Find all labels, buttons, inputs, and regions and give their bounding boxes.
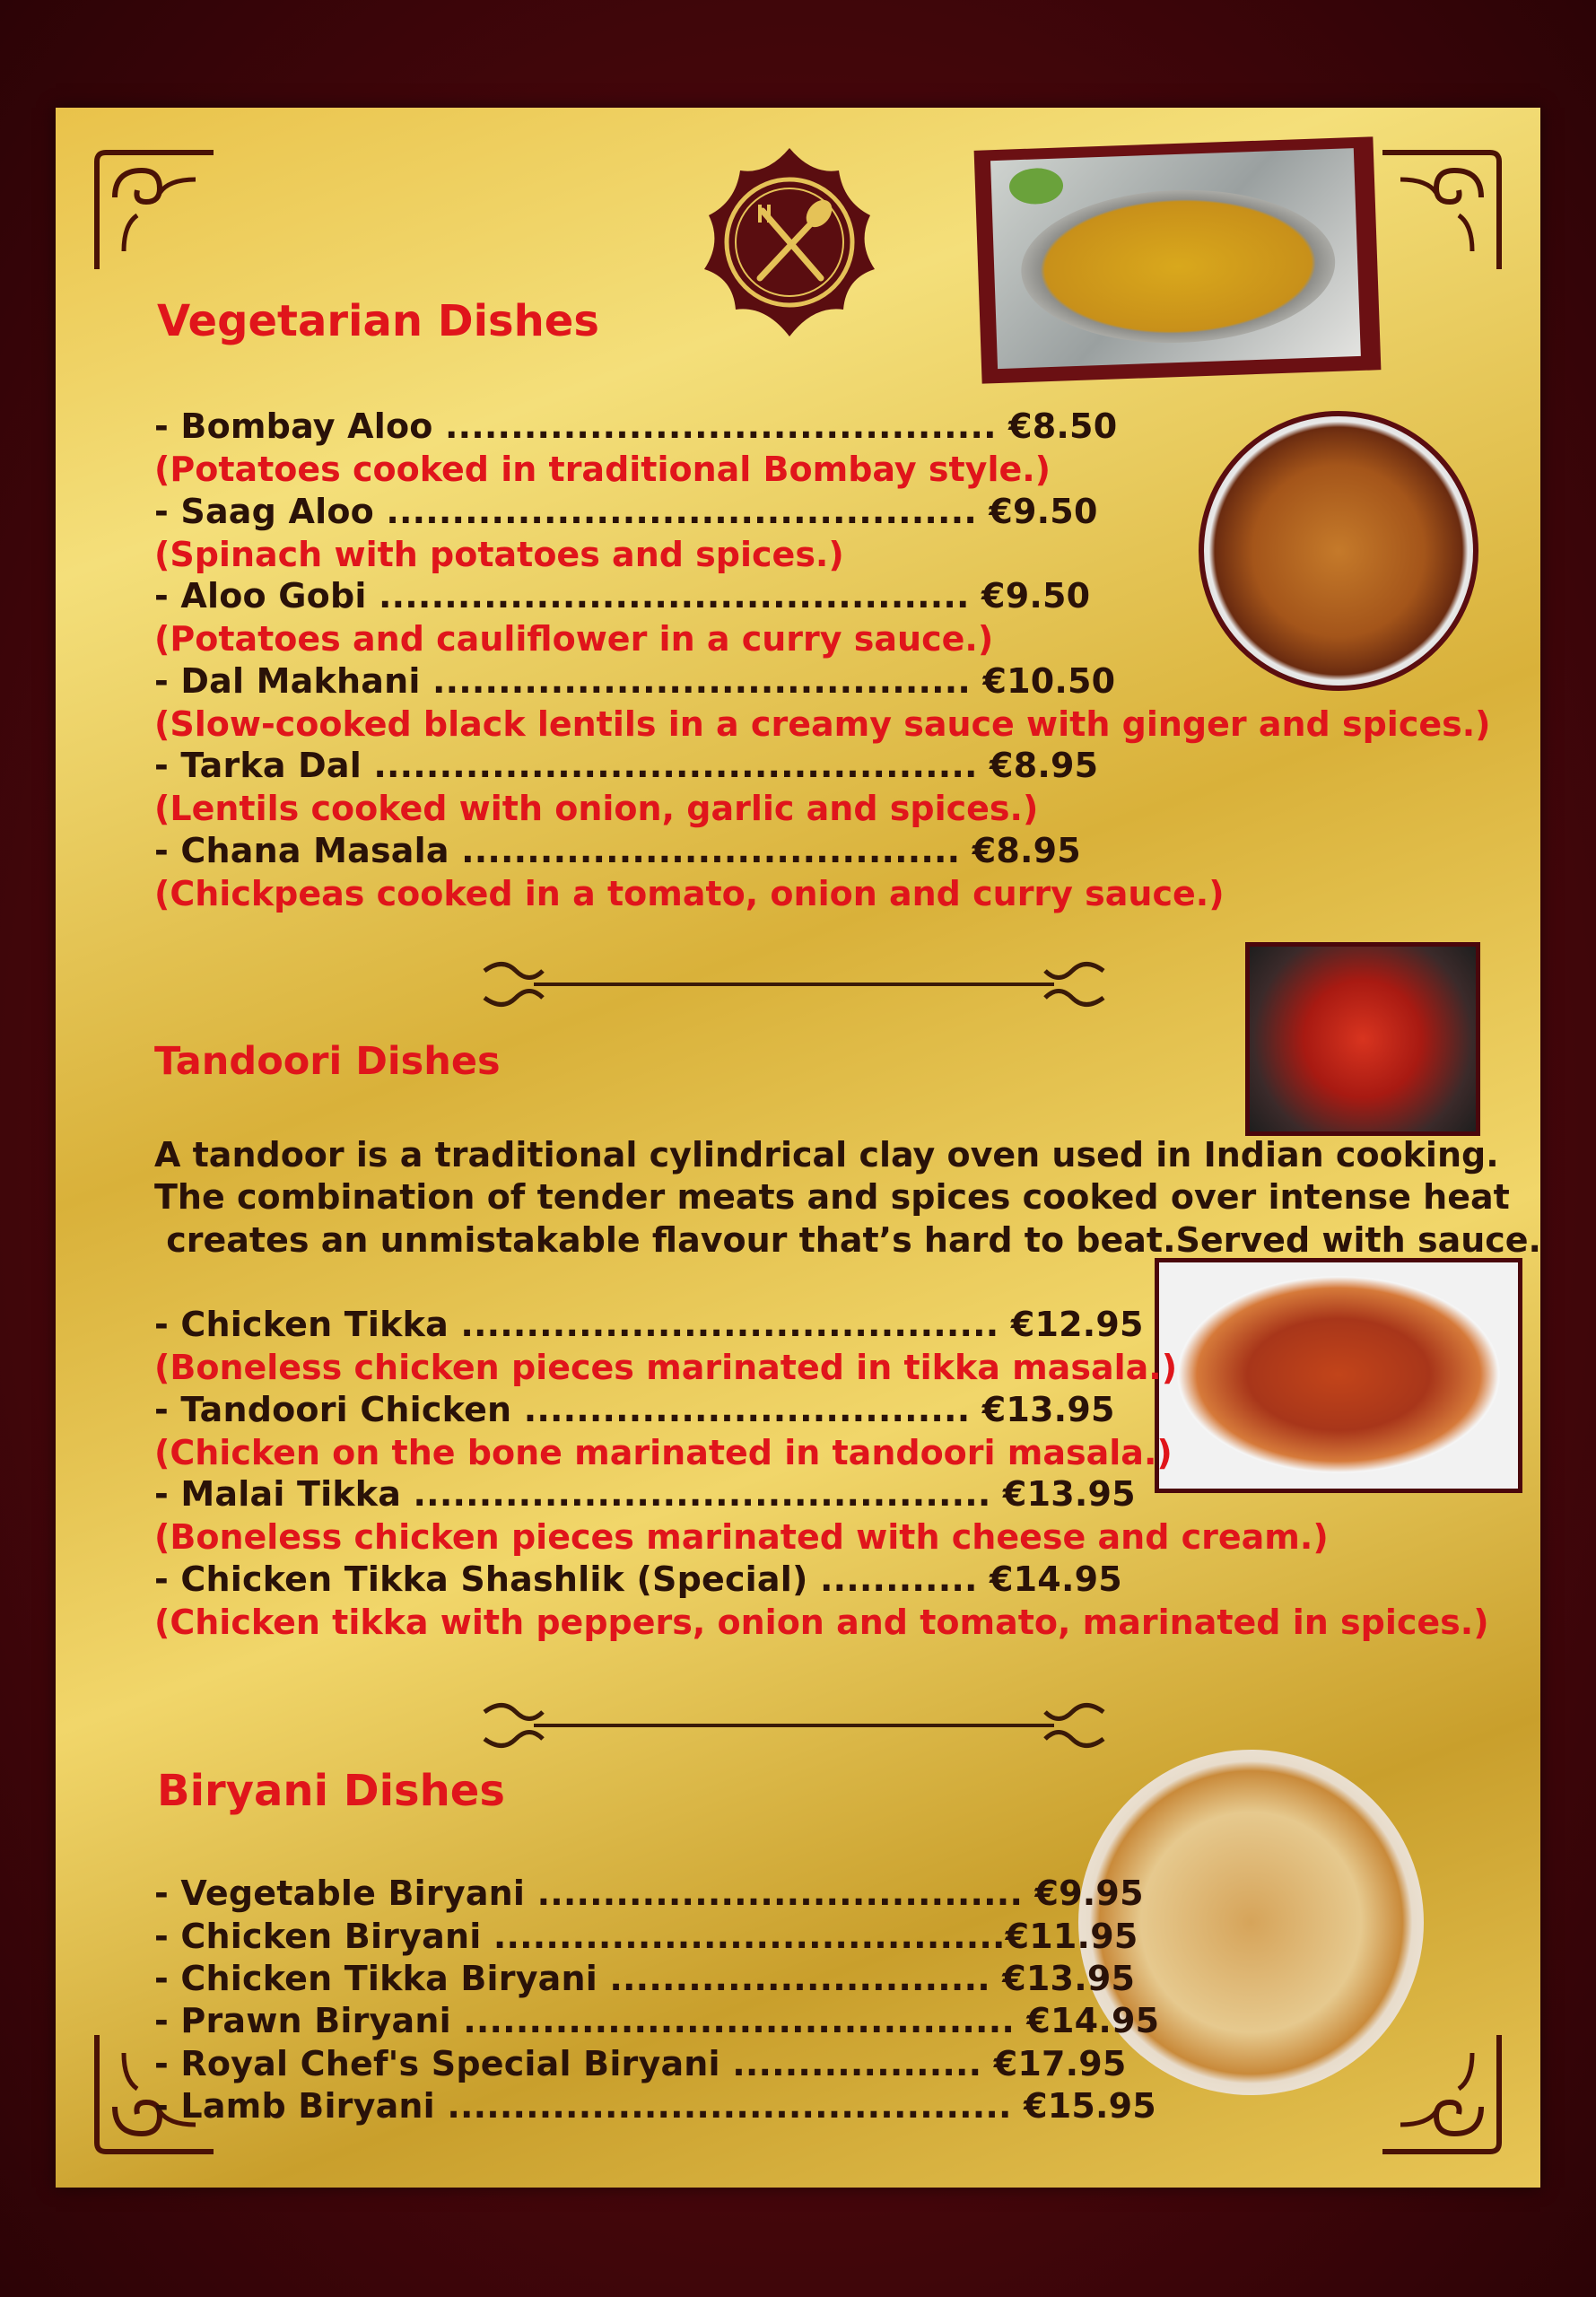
tandoori-chicken-photo bbox=[1155, 1258, 1522, 1493]
menu-item: - Dal Makhani ......................................... €10.50 bbox=[154, 661, 1116, 701]
corner-ornament-icon bbox=[88, 144, 222, 278]
menu-item: - Lamb Biryani ........................................... €15.95 bbox=[154, 2086, 1156, 2126]
menu-item: - Vegetable Biryani ..................................... €9.95 bbox=[154, 1873, 1144, 1913]
item-description: (Boneless chicken pieces marinated in tikka masala.) bbox=[154, 1348, 1178, 1387]
aloo-dish-photo bbox=[1199, 411, 1478, 691]
tandoori-heading: Tandoori Dishes bbox=[154, 1039, 501, 1084]
menu-item: - Aloo Gobi ............................................. €9.50 bbox=[154, 576, 1091, 616]
item-description: (Boneless chicken pieces marinated with cheese and cream.) bbox=[154, 1517, 1329, 1557]
menu-item: - Chana Masala ...................................... €8.95 bbox=[154, 831, 1081, 870]
item-description: (Chicken on the bone marinated in tandoori masala.) bbox=[154, 1433, 1173, 1472]
menu-item: - Malai Tikka ............................................ €13.95 bbox=[154, 1474, 1136, 1514]
fork-spoon-emblem-icon bbox=[695, 144, 884, 359]
item-description: (Potatoes cooked in traditional Bombay style.) bbox=[154, 450, 1051, 489]
menu-item: - Royal Chef's Special Biryani ................... €17.95 bbox=[154, 2044, 1127, 2083]
corner-ornament-icon bbox=[1374, 144, 1508, 278]
item-description: (Lentils cooked with onion, garlic and spices.) bbox=[154, 789, 1039, 828]
menu-item: - Tarka Dal .............................................. €8.95 bbox=[154, 746, 1099, 785]
tandoori-intro-line: creates an unmistakable flavour that’s hard to beat.Served with sauce. bbox=[154, 1220, 1541, 1260]
flourish-divider-icon bbox=[480, 953, 1108, 1016]
tandoori-intro-line: The combination of tender meats and spices cooked over intense heat bbox=[154, 1177, 1510, 1217]
item-description: (Slow-cooked black lentils in a creamy sauce with ginger and spices.) bbox=[154, 704, 1491, 744]
tandoori-wings-photo bbox=[1245, 942, 1480, 1136]
biryani-heading: Biryani Dishes bbox=[157, 1766, 505, 1816]
item-description: (Potatoes and cauliflower in a curry sauce.) bbox=[154, 619, 994, 659]
menu-item: - Chicken Biryani .......................................€11.95 bbox=[154, 1917, 1138, 1956]
tandoori-intro-line: A tandoor is a traditional cylindrical clay oven used in Indian cooking. bbox=[154, 1135, 1499, 1175]
menu-item: - Chicken Tikka Biryani ............................. €13.95 bbox=[154, 1959, 1136, 1998]
menu-item: - Tandoori Chicken .................................. €13.95 bbox=[154, 1390, 1115, 1429]
item-description: (Chickpeas cooked in a tomato, onion and curry sauce.) bbox=[154, 874, 1225, 913]
flourish-divider-icon bbox=[480, 1694, 1108, 1757]
menu-item: - Chicken Tikka ......................................... €12.95 bbox=[154, 1305, 1144, 1344]
dal-dish-photo bbox=[974, 136, 1382, 383]
item-description: (Spinach with potatoes and spices.) bbox=[154, 535, 844, 574]
vegetarian-heading: Vegetarian Dishes bbox=[157, 296, 599, 346]
menu-item: - Saag Aloo ............................................. €9.50 bbox=[154, 492, 1098, 531]
item-description: (Chicken tikka with peppers, onion and tomato, marinated in spices.) bbox=[154, 1603, 1489, 1642]
menu-item: - Bombay Aloo .......................................... €8.50 bbox=[154, 406, 1118, 446]
menu-item: - Chicken Tikka Shashlik (Special) ............ €14.95 bbox=[154, 1559, 1122, 1599]
corner-ornament-icon bbox=[1374, 2026, 1508, 2161]
menu-item: - Prawn Biryani .......................................... €14.95 bbox=[154, 2001, 1160, 2040]
